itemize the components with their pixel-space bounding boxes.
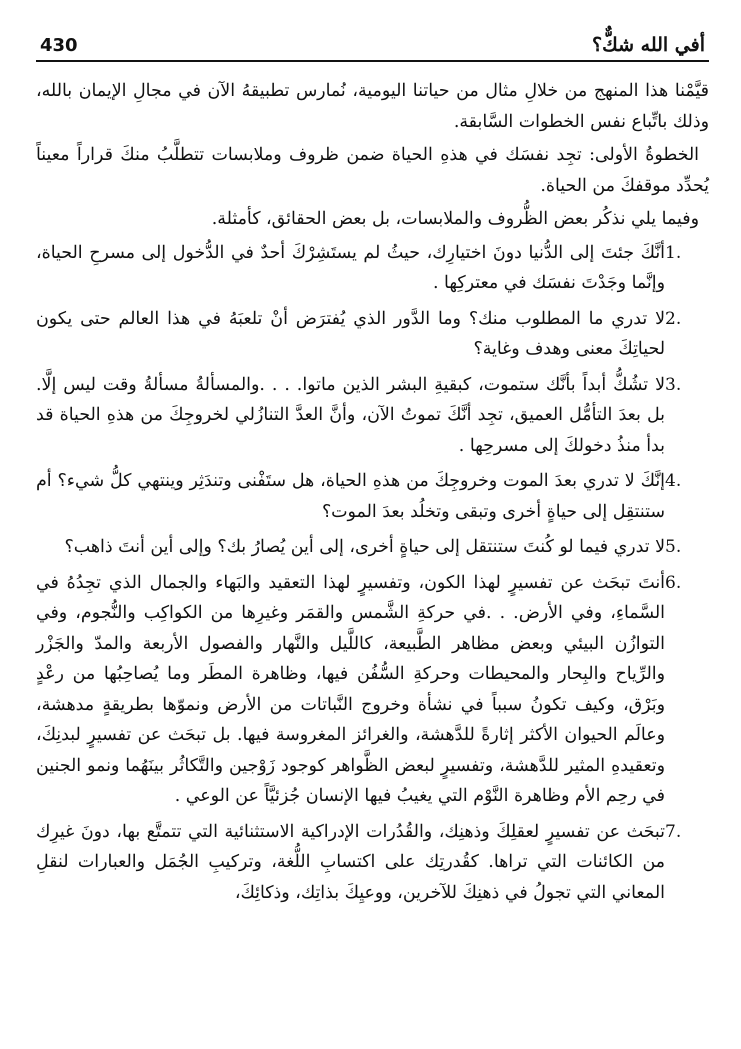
list-item-text: أنَّكَ جئتَ إلى الدُّنيا دونَ اختيارِك، حيثُ لم يستَشِرْكَ أحدٌ في الدُّخول إلى مسرحِ الحياة، وإنَّما وجَدْتَ نفسَك في معتركِها . xyxy=(36,242,665,293)
page-number: 430 xyxy=(40,35,78,56)
list-item-text: تبحَث عن تفسيرٍ لعقلِكَ وذهنِك، والقُدُرات الإدراكية الاستثنائية التي تتمتَّع بها، دونَ غيرِك من الكائنات التي تراها. كقُدرتِك على اكتسابِ اللُّغة، وتركيبِ الجُمَل والعبارات لنقلِ المعاني التي تجولُ في ذهنِكَ للآخرين، ووعيِكَ بذاتِك، وذكائِكَ، xyxy=(36,821,665,903)
list-item-number: 1. xyxy=(665,242,682,263)
list-item xyxy=(36,568,709,812)
list-item-text: أنتَ تبحَث عن تفسيرٍ لهذا الكون، وتفسيرٍ لهذا التعقيد والبَهاء والجمال الذي تجِدُهُ في السَّماءِ، وفي الأرض. . .في حركةِ الشَّمس والقمَر وغيرِها من الكواكِب والنُّجوم، وفي التوازُن البيئي وبعض مظاهر الطَّبيعة، كاللَّيل والنَّهار والفصول الأربعة والمدّ والجَزْر والرِّياح والبِحار والمحيطات وحركةِ السُّفُن فيها، وظاهرة المطَر وما يُصاحِبُها من رعْدٍ وبَرْق، وكيف تكونُ سبباً في نشأة وخروج النَّباتات من الأرض ونموّها بطريقةٍ مدهشة، وعالَم الحيوان الأكثر إثارةً للدَّهشة، والغرائز المغروسة فيها. بل تبحَث عن تفسيرٍ لبدنِكَ، وتعقيدهِ المثير للدَّهشة، وتفسيرٍ لبعض الظَّواهر كوجود زَوْجين والتَّكاثُر بينَهُما ونمو الجنين في رحِم الأم وظاهرة النَّوْم التي يغيبُ فيها الإنسان جُزئيَّاً عن الوعي . xyxy=(36,572,665,806)
list-item-text: لا تدري فيما لو كُنتَ ستنتقل إلى حياةٍ أخرى، إلى أين يُصارُ بك؟ وإلى أين أنتَ ذاهب؟ xyxy=(64,537,665,557)
list-item-number: 2. xyxy=(665,308,682,329)
list-item-number: 7. xyxy=(665,821,682,842)
list-item xyxy=(36,238,709,299)
list-item-text: لا تشُكُّ أبداً بأنَّك ستموت، كبقيةِ البشر الذين ماتوا. . . .والمسألةُ مسألةُ وقت ليس إلَّا. بل بعدَ التأمُّل العميق، تجِد أنَّكَ تموتُ الآن، وأنَّ العدَّ التنازُلي لخروجِكَ من هذهِ الحياة قد بدأ منذُ دخولكَ إلى مسرحِها . xyxy=(36,374,665,456)
list-item-number: 6. xyxy=(665,572,682,593)
page-body xyxy=(36,76,709,908)
numbered-list xyxy=(36,238,709,909)
running-title: أفي الله شكٌّ؟ xyxy=(592,34,705,56)
list-item-number: 5. xyxy=(665,537,682,557)
examples-intro-paragraph: وفيما يلي نذكُر بعض الظُّروف والملابسات، بل بعض الحقائق، كأمثلة. xyxy=(211,209,699,229)
list-item xyxy=(36,532,709,563)
list-item-number: 4. xyxy=(665,471,682,491)
step-one-paragraph: الخطوةُ الأولى: تجِد نفسَك في هذهِ الحياة ضمن ظروف وملابسات تتطلَّبُ منكَ قراراً معيناً يُحدِّد موقفكَ من الحياة. xyxy=(36,145,709,196)
page-header xyxy=(36,28,709,62)
list-item xyxy=(36,304,709,365)
list-item-text: إنَّكَ لا تدري بعدَ الموت وخروجِكَ من هذهِ الحياة، هل ستَفْنى وتندَثِر وينتهي كلُّ شيء؟ أم ستنتقِل إلى حياةٍ أخرى وتبقى وتخلُد بعدَ الموت؟ xyxy=(36,471,665,522)
intro-paragraph: قيَّمْنا هذا المنهج من خلالِ مثال من حياتنا اليومية، نُمارس تطبيقهُ الآن في مجالِ الإيمان بالله، وذلك باتِّباع نفس الخطوات السَّابقة. xyxy=(36,81,709,132)
list-item-text: لا تدري ما المطلوب منك؟ وما الدَّور الذي يُفترَض أنْ تلعبَهُ في هذا العالم حتى يكون لحياتِكَ معنى وهدف وغاية؟ xyxy=(36,308,665,359)
list-item xyxy=(36,817,709,909)
list-item xyxy=(36,370,709,462)
list-item xyxy=(36,466,709,527)
list-item-number: 3. xyxy=(665,374,682,395)
